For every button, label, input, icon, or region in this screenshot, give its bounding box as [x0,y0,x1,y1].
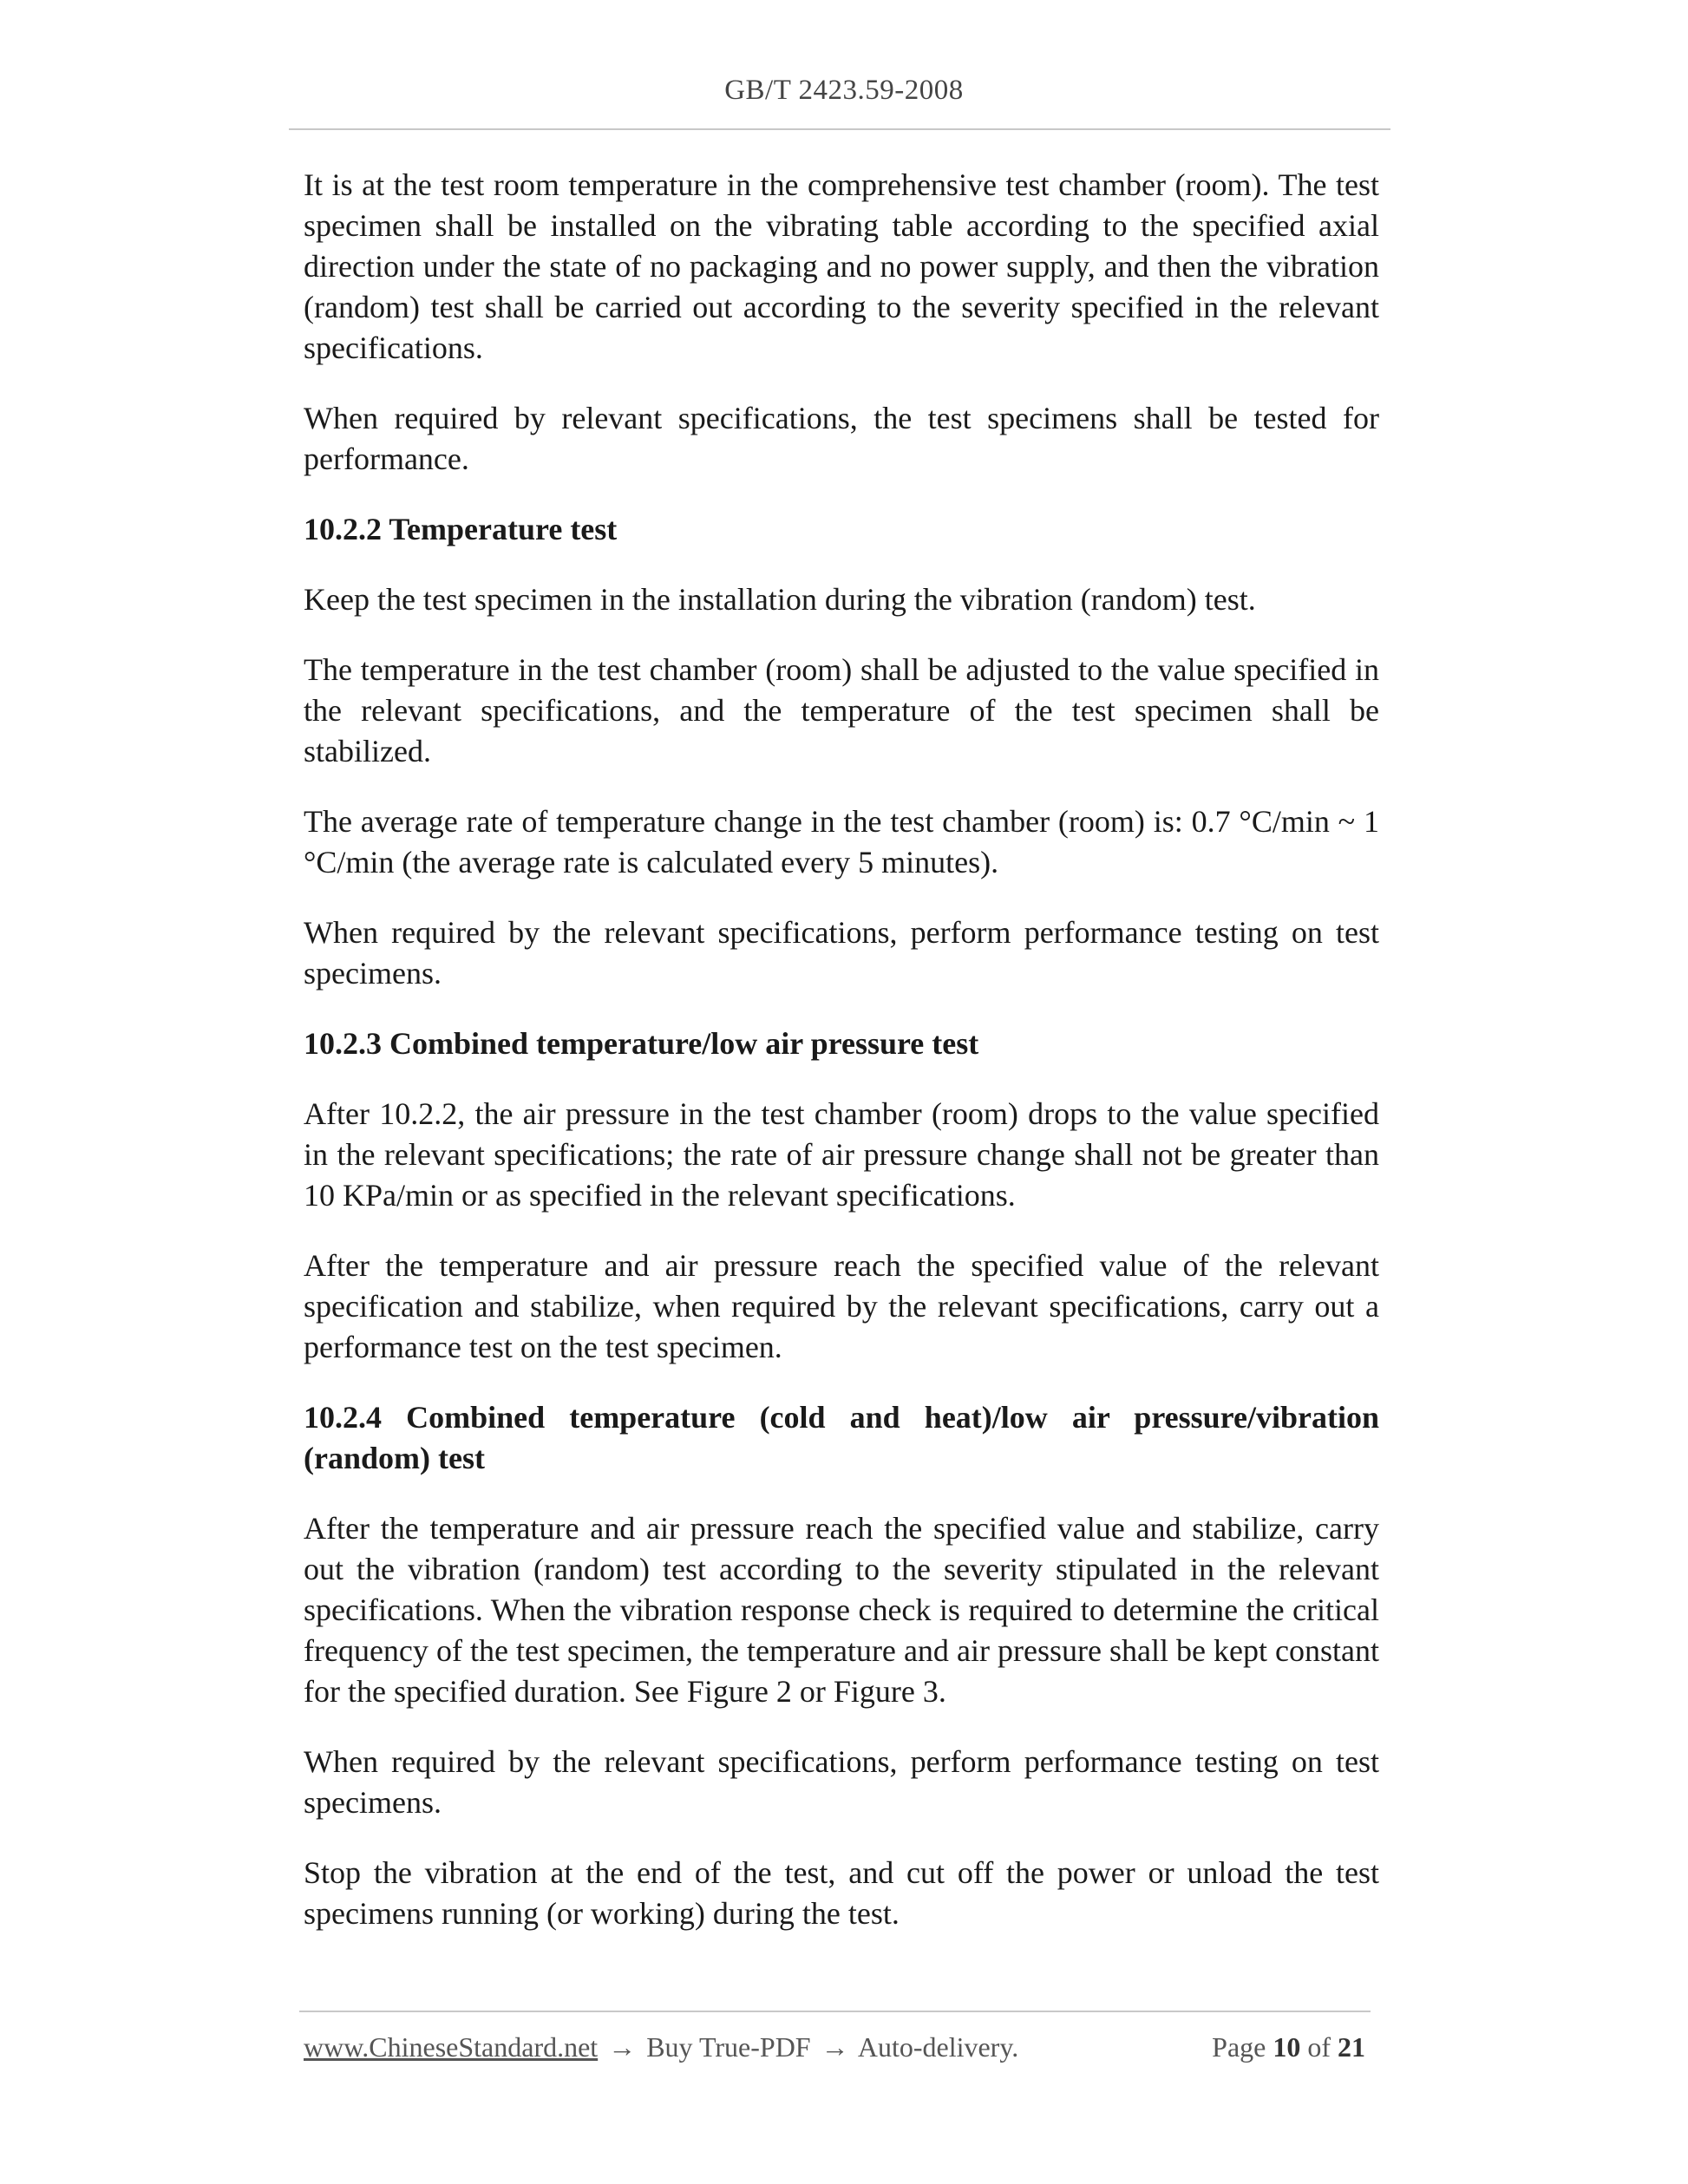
footer-promo [304,2031,1018,2063]
arrow-right-icon: → [608,2031,637,2063]
arrow-right-icon: → [821,2031,849,2063]
paragraph-combined-vibration: After the temperature and air pressure reach the specified value and stabilize, carry out the vibration (random) test according to the severity stipulated in the relevant specifications. When the vibration response check is required to determine the critical frequency of the test specimen, the temperature and air pressure shall be kept constant for the specified duration. See Figure 2 or Figure 3. [304,1511,1379,1709]
section-heading-10-2-4: 10.2.4 Combined temperature (cold and heat)/low air pressure/vibration (random) test [304,1400,1379,1475]
chinese-standard-link[interactable]: www.ChineseStandard.net [304,2031,599,2063]
header-divider [289,128,1390,130]
paragraph-performance-test-1: When required by relevant specifications, the test specimens shall be tested for performance. [304,401,1379,476]
of-label: of [1307,2031,1331,2063]
paragraph-keep-specimen: Keep the test specimen in the installation during the vibration (random) test. [304,582,1256,617]
document-code-header: GB/T 2423.59-2008 [724,75,964,106]
paragraph-temperature-rate: The average rate of temperature change in the test chamber (room) is: 0.7 °C/min ~ 1 °C/min (the average rate is calculated every 5 minutes). [304,804,1379,879]
section-heading-10-2-2: 10.2.2 Temperature test [304,512,618,546]
paragraph-air-pressure-drop: After 10.2.2, the air pressure in the test chamber (room) drops to the value specified in the relevant specifications; the rate of air pressure change shall not be greater than 10 KPa/min or as specified in the relevant specifications. [304,1096,1379,1213]
paragraph-pressure-stabilize: After the temperature and air pressure reach the specified value of the relevant specification and stabilize, when required by the relevant specifications, carry out a performance test on the test specimen. [304,1248,1379,1364]
page-label: Page [1212,2031,1266,2063]
total-pages-number: 21 [1338,2031,1365,2063]
footer-divider [299,2011,1371,2012]
paragraph-vibration-setup: It is at the test room temperature in the comprehensive test chamber (room). The test specimen shall be installed on the vibrating table according to the specified axial direction under the state of no packaging and no power supply, and then the vibration (random) test shall be carried out according to the severity specified in the relevant specifications. [304,167,1379,365]
buy-true-pdf-text: Buy True-PDF [646,2031,811,2063]
auto-delivery-text: Auto-delivery. [857,2031,1019,2063]
paragraph-stop-vibration: Stop the vibration at the end of the test, and cut off the power or unload the test specimens running (or working) during the test. [304,1855,1379,1931]
page-indicator [1212,2031,1365,2063]
paragraph-performance-test-3: When required by the relevant specifications, perform performance testing on test specimens. [304,1744,1379,1820]
page-body [304,165,1379,1964]
section-heading-10-2-3: 10.2.3 Combined temperature/low air pressure test [304,1026,979,1061]
paragraph-performance-test-2: When required by the relevant specifications, perform performance testing on test specimens. [304,915,1379,991]
paragraph-temperature-adjust: The temperature in the test chamber (room) shall be adjusted to the value specified in the relevant specifications, and the temperature of the test specimen shall be stabilized. [304,652,1379,768]
current-page-number: 10 [1273,2031,1301,2063]
